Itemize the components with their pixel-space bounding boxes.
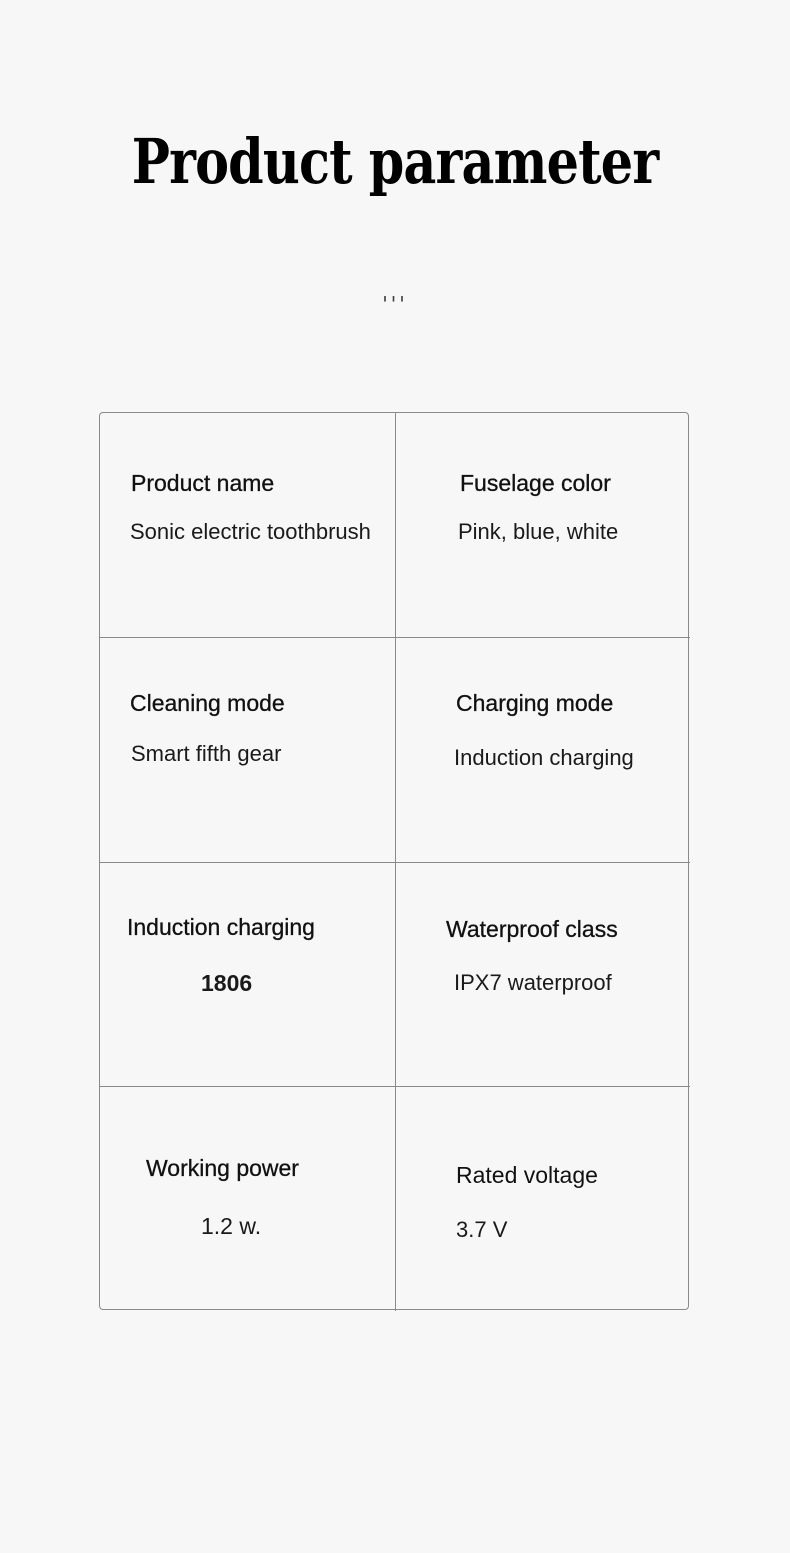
- spec-cell-cleaning-mode: [100, 638, 396, 863]
- spec-cell-induction-charging: [100, 863, 396, 1087]
- quote-mark-decoration: ''': [382, 292, 408, 316]
- spec-label: Product name: [131, 470, 275, 496]
- spec-value: Smart fifth gear: [131, 741, 282, 766]
- spec-cell-waterproof-class: [396, 863, 690, 1087]
- page-title: Product parameter: [131, 125, 659, 198]
- spec-value: Induction charging: [454, 745, 634, 770]
- spec-label: Working power: [146, 1155, 299, 1181]
- spec-cell-rated-voltage: [396, 1087, 690, 1311]
- spec-cell-product-name: [100, 413, 396, 638]
- spec-cell-fuselage-color: [396, 413, 690, 638]
- spec-value: IPX7 waterproof: [454, 970, 612, 995]
- spec-label: Induction charging: [127, 914, 315, 940]
- spec-label: Fuselage color: [460, 470, 611, 496]
- spec-value: 1806: [201, 970, 253, 996]
- spec-label: Cleaning mode: [130, 690, 285, 716]
- spec-value: Pink, blue, white: [458, 519, 619, 544]
- spec-cell-working-power: [100, 1087, 396, 1311]
- spec-label: Waterproof class: [446, 916, 618, 942]
- spec-value: Sonic electric toothbrush: [130, 519, 371, 544]
- spec-label: Charging mode: [456, 690, 614, 716]
- spec-label: Rated voltage: [456, 1162, 598, 1188]
- spec-table: [99, 412, 689, 1310]
- spec-value: 1.2 w.: [201, 1213, 262, 1239]
- spec-value: 3.7 V: [456, 1217, 508, 1242]
- spec-cell-charging-mode: [396, 638, 690, 863]
